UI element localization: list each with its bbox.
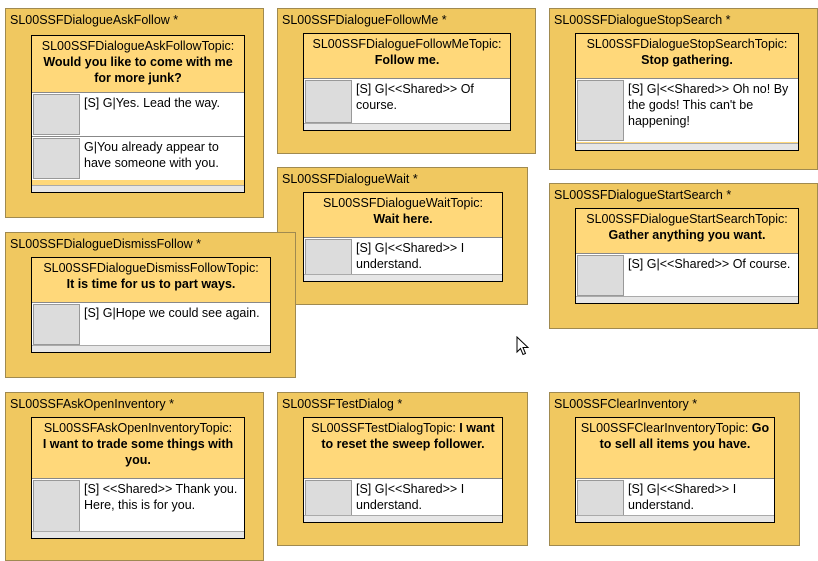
response-text: [S] G|Hope we could see again.	[84, 306, 260, 320]
quest-node-ask-follow[interactable]	[5, 8, 264, 218]
quest-node-stop-search[interactable]	[549, 8, 818, 170]
response-text: G|You already appear to have someone with you.	[84, 140, 219, 170]
topic-prompt: It is time for us to part ways.	[66, 277, 236, 291]
response-condition-cell[interactable]	[305, 480, 352, 517]
response-condition-cell[interactable]	[577, 480, 624, 517]
response-text: [S] G|<<Shared>> Of course.	[628, 257, 791, 271]
topic-prompt: Gather anything you want.	[608, 228, 766, 242]
topic-footer	[576, 143, 798, 150]
quest-title: SL00SSFDialogueWait *	[282, 172, 418, 186]
response-row[interactable]	[304, 237, 502, 277]
quest-node-test-dialog[interactable]	[277, 392, 528, 546]
quest-title: SL00SSFTestDialog *	[282, 397, 403, 411]
response-row[interactable]	[576, 253, 798, 297]
topic-footer	[304, 274, 502, 281]
topic-box[interactable]	[31, 417, 245, 539]
response-condition-cell[interactable]	[305, 239, 352, 276]
quest-node-wait[interactable]	[277, 167, 528, 305]
topic-prompt: Wait here.	[373, 212, 433, 226]
topic-name: SL00SSFDialogueDismissFollowTopic:	[43, 261, 259, 275]
topic-prompt: I want to trade some things with you.	[42, 437, 234, 467]
response-text: [S] <<Shared>> Thank you. Here, this is for you.	[84, 482, 238, 512]
quest-node-start-search[interactable]	[549, 183, 818, 329]
topic-name: SL00SSFAskOpenInventoryTopic:	[43, 421, 233, 435]
response-row[interactable]	[32, 92, 244, 136]
topic-footer	[304, 123, 510, 130]
topic-footer	[32, 345, 270, 352]
topic-footer	[32, 185, 244, 192]
response-condition-cell[interactable]	[33, 138, 80, 179]
response-row[interactable]	[304, 478, 502, 518]
response-text: [S] G|<<Shared>> Oh no! By the gods! This can't be happening!	[628, 82, 789, 128]
quest-node-ask-open-inventory[interactable]	[5, 392, 264, 561]
topic-prompt: Go to sell all items you have.	[599, 421, 770, 451]
quest-title: SL00SSFDialogueStartSearch *	[554, 188, 732, 202]
response-text: [S] G|<<Shared>> I understand.	[356, 482, 465, 512]
topic-prompt: Would you like to come with me for more junk?	[43, 55, 233, 85]
response-row[interactable]	[32, 302, 270, 346]
quest-node-follow-me[interactable]	[277, 8, 536, 154]
quest-title: SL00SSFDialogueDismissFollow *	[10, 237, 202, 251]
mouse-pointer-icon	[516, 336, 530, 356]
response-condition-cell[interactable]	[577, 80, 624, 141]
response-text: [S] G|<<Shared>> I understand.	[356, 241, 465, 271]
topic-footer	[32, 531, 244, 538]
response-condition-cell[interactable]	[33, 304, 80, 345]
topic-box[interactable]	[303, 192, 503, 282]
topic-box[interactable]	[303, 33, 511, 131]
topic-prompt: I want to reset the sweep follower.	[321, 421, 495, 451]
quest-title: SL00SSFClearInventory *	[554, 397, 698, 411]
response-condition-cell[interactable]	[33, 94, 80, 135]
quest-title: SL00SSFDialogueAskFollow *	[10, 13, 179, 27]
topic-prompt: Stop gathering.	[641, 53, 733, 67]
response-text: [S] G|Yes. Lead the way.	[84, 96, 220, 110]
topic-box[interactable]	[31, 257, 271, 353]
topic-name: SL00SSFDialogueFollowMeTopic:	[312, 37, 502, 51]
response-row[interactable]	[576, 478, 774, 518]
response-row[interactable]	[32, 478, 244, 534]
topic-name: SL00SSFDialogueStopSearchTopic:	[586, 37, 788, 51]
topic-footer	[304, 515, 502, 522]
topic-box[interactable]	[575, 33, 799, 151]
response-row[interactable]	[576, 78, 798, 142]
response-text: [S] G|<<Shared>> I understand.	[628, 482, 737, 512]
quest-title: SL00SSFDialogueFollowMe *	[282, 13, 447, 27]
topic-name: SL00SSFClearInventoryTopic:	[580, 421, 749, 435]
topic-name: SL00SSFDialogueAskFollowTopic:	[41, 39, 235, 53]
response-row[interactable]	[304, 78, 510, 124]
quest-node-clear-inventory[interactable]	[549, 392, 800, 546]
topic-box[interactable]	[31, 35, 245, 193]
response-text: [S] G|<<Shared>> Of course.	[356, 82, 474, 112]
topic-box[interactable]	[575, 208, 799, 304]
quest-title: SL00SSFDialogueStopSearch *	[554, 13, 731, 27]
topic-box[interactable]	[303, 417, 503, 523]
response-condition-cell[interactable]	[33, 480, 80, 533]
topic-name: SL00SSFDialogueStartSearchTopic:	[586, 212, 788, 226]
quest-title: SL00SSFAskOpenInventory *	[10, 397, 174, 411]
topic-name: SL00SSFTestDialogTopic:	[311, 421, 456, 435]
topic-name: SL00SSFDialogueWaitTopic:	[322, 196, 484, 210]
topic-prompt: Follow me.	[374, 53, 440, 67]
response-condition-cell[interactable]	[305, 80, 352, 123]
response-row[interactable]	[32, 136, 244, 180]
topic-footer	[576, 296, 798, 303]
response-condition-cell[interactable]	[577, 255, 624, 296]
quest-node-dismiss-follow[interactable]	[5, 232, 296, 378]
topic-box[interactable]	[575, 417, 775, 523]
topic-footer	[576, 515, 774, 522]
